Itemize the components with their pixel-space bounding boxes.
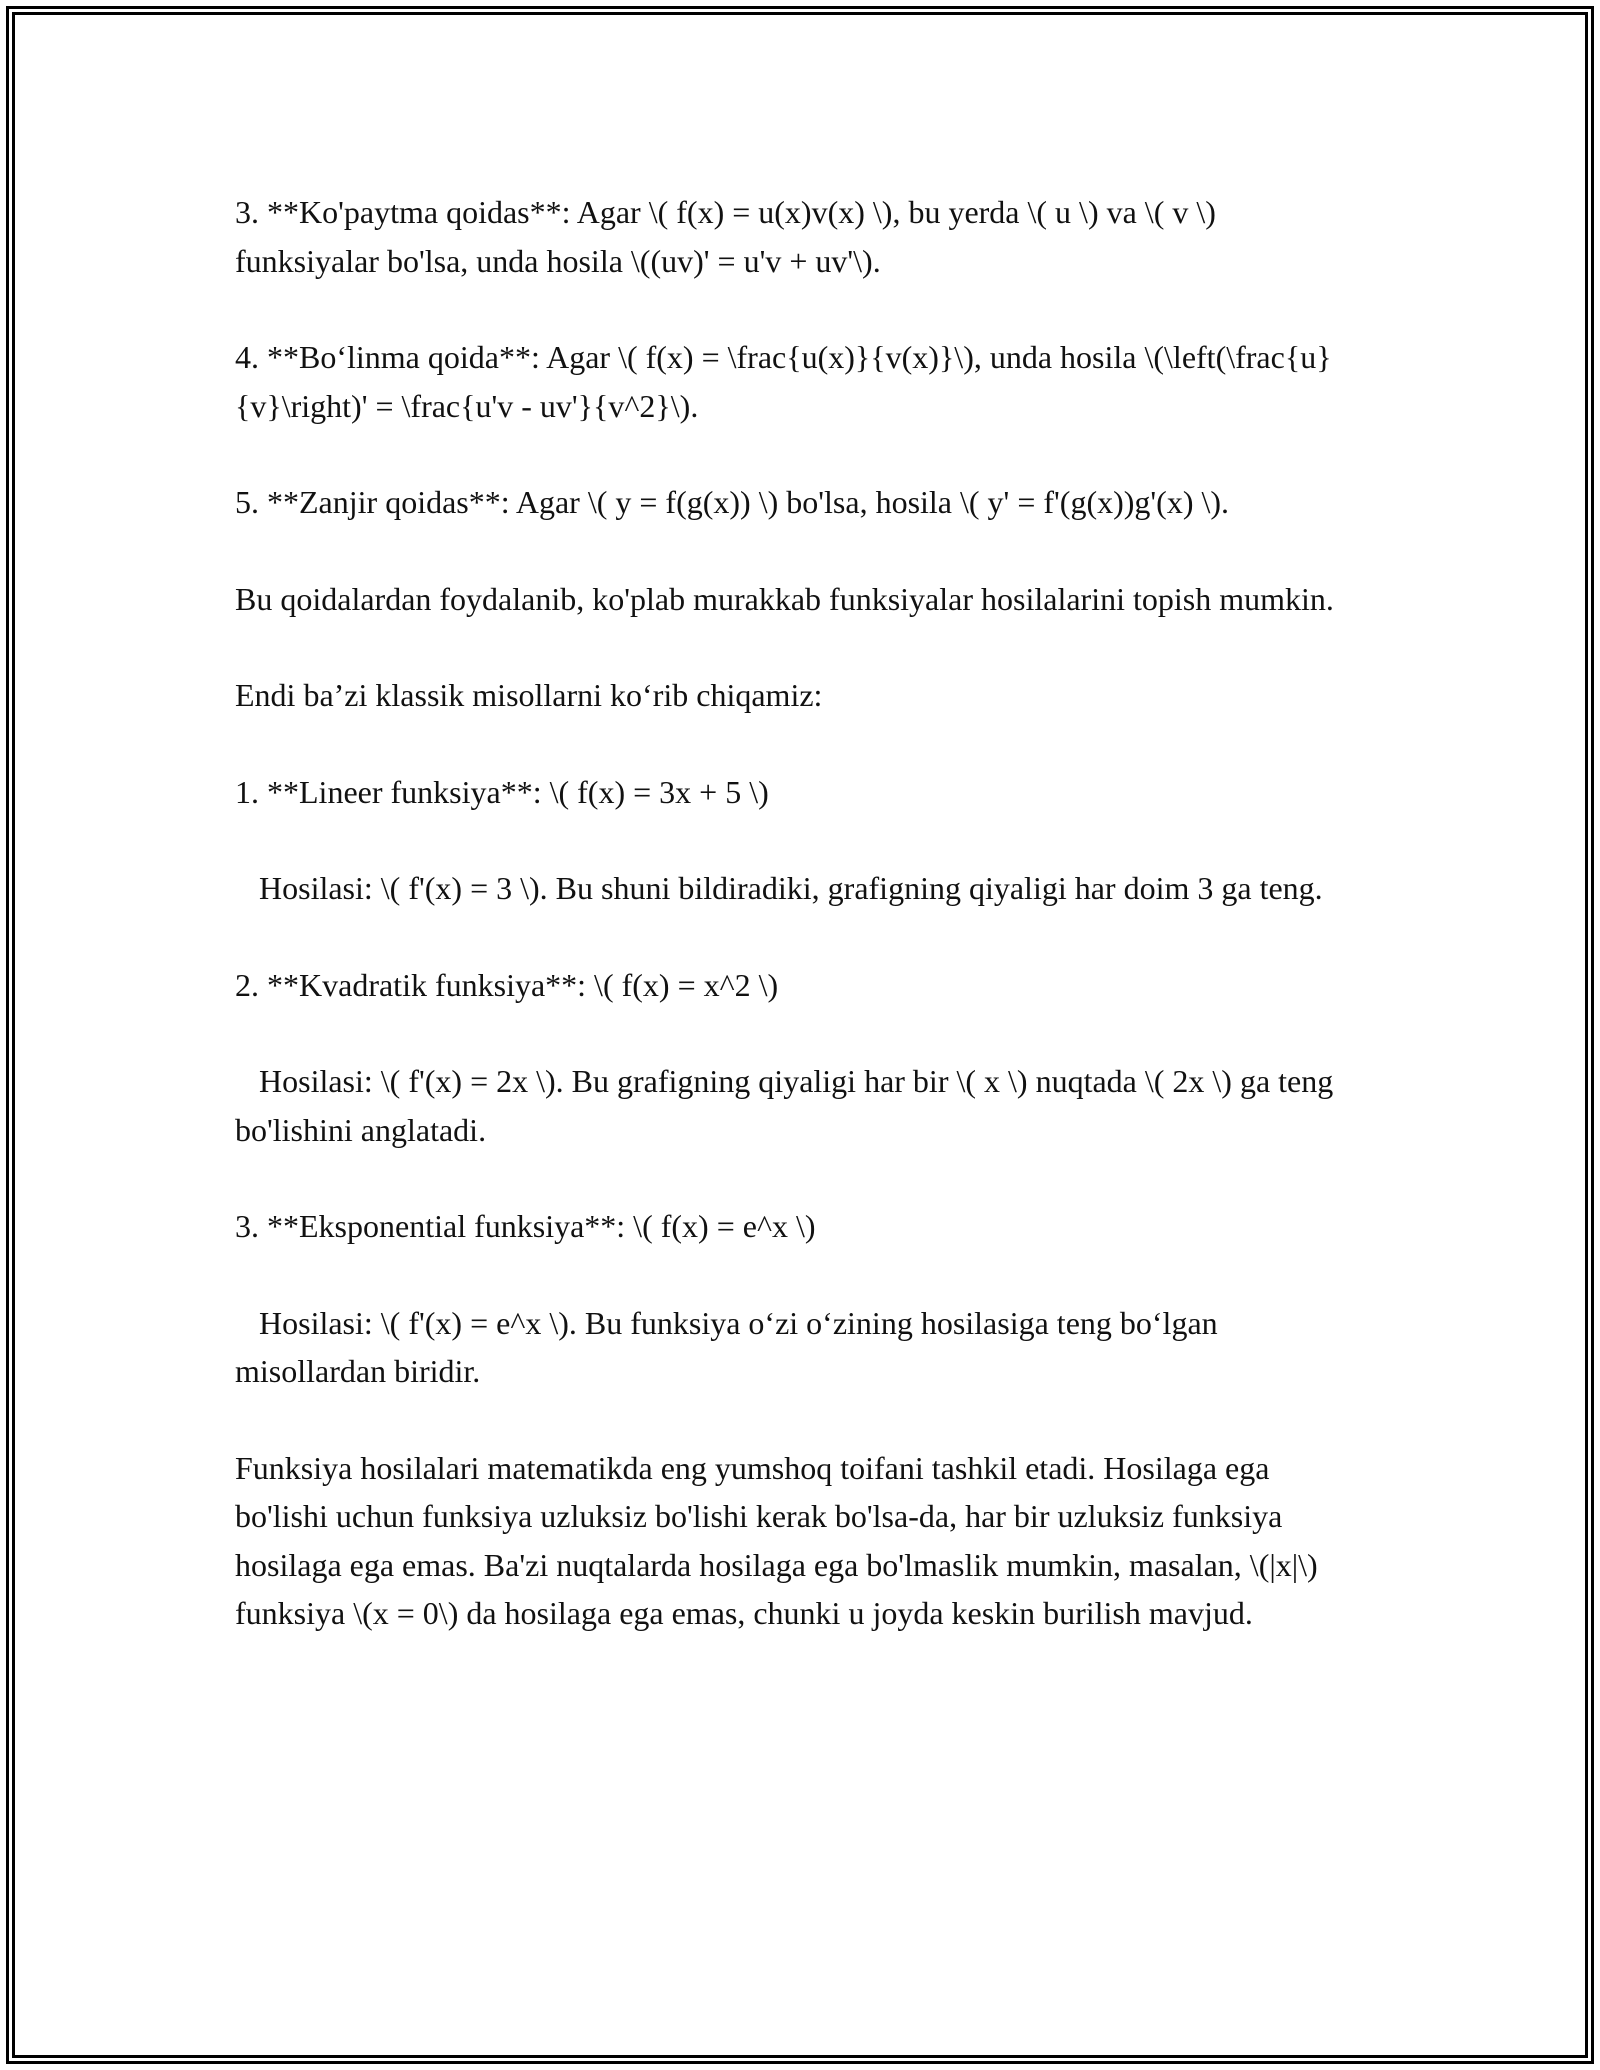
- paragraph-quotient-rule: 4. **Bo‘linma qoida**: Agar \( f(x) = \frac{u(x)}{v(x)}\), unda hosila \(\left(\frac{u}{v}\right)' = \frac{u'v - uv'}{v^2}\).: [235, 339, 1332, 424]
- paragraph-quadratic-function: 2. **Kvadratik funksiya**: \( f(x) = x^2 \): [235, 966, 779, 1003]
- paragraph-linear-function: 1. **Lineer funksiya**: \( f(x) = 3x + 5 \): [235, 773, 769, 810]
- paragraph-conclusion: Funksiya hosilalari matematikda eng yumshoq toifani tashkil etadi. Hosilaga ega bo'lishi uchun funksiya uzluksiz bo'lishi kerak bo'lsa-da, har bir uzluksiz funksiya hosilaga ega emas. Ba'zi nuqtalarda hosilaga ega bo'lmaslik mumkin, masalan, \(|x|\) funksiya \(x = 0\) da hosilaga ega emas, chunki u joyda keskin burilish mavjud.: [235, 1449, 1326, 1631]
- paragraph-summary: Bu qoidalardan foydalanib, ko'plab murakkab funksiyalar hosilalarini topish mumkin.: [235, 580, 1334, 617]
- paragraph-exponential-function: 3. **Eksponential funksiya**: \( f(x) = e^x \): [235, 1208, 816, 1244]
- paragraph-chain-rule: 5. **Zanjir qoidas**: Agar \( y = f(g(x)) \) bo'lsa, hosila \( y' = f'(g(x))g'(x) \).: [235, 484, 1230, 520]
- document-body: [235, 188, 1365, 1686]
- paragraph-product-rule: 3. **Ko'paytma qoidas**: Agar \( f(x) = u(x)v(x) \), bu yerda \( u \) va \( v \) funksiyalar bo'lsa, unda hosila \((uv)' = u'v + uv'\).: [235, 194, 1224, 279]
- paragraph-linear-derivative: Hosilasi: \( f'(x) = 3 \). Bu shuni bildiradiki, grafigning qiyaligi har doim 3 ga teng.: [235, 870, 1323, 906]
- paragraph-quadratic-derivative: Hosilasi: \( f'(x) = 2x \). Bu grafigning qiyaligi har bir \( x \) nuqtada \( 2x \) ga teng bo'lishini anglatadi.: [235, 1063, 1342, 1148]
- paragraph-examples-intro: Endi ba’zi klassik misollarni ko‘rib chiqamiz:: [235, 677, 823, 713]
- paragraph-exponential-derivative: Hosilasi: \( f'(x) = e^x \). Bu funksiya o‘zi o‘zining hosilasiga teng bo‘lgan misollardan biridir.: [235, 1304, 1226, 1389]
